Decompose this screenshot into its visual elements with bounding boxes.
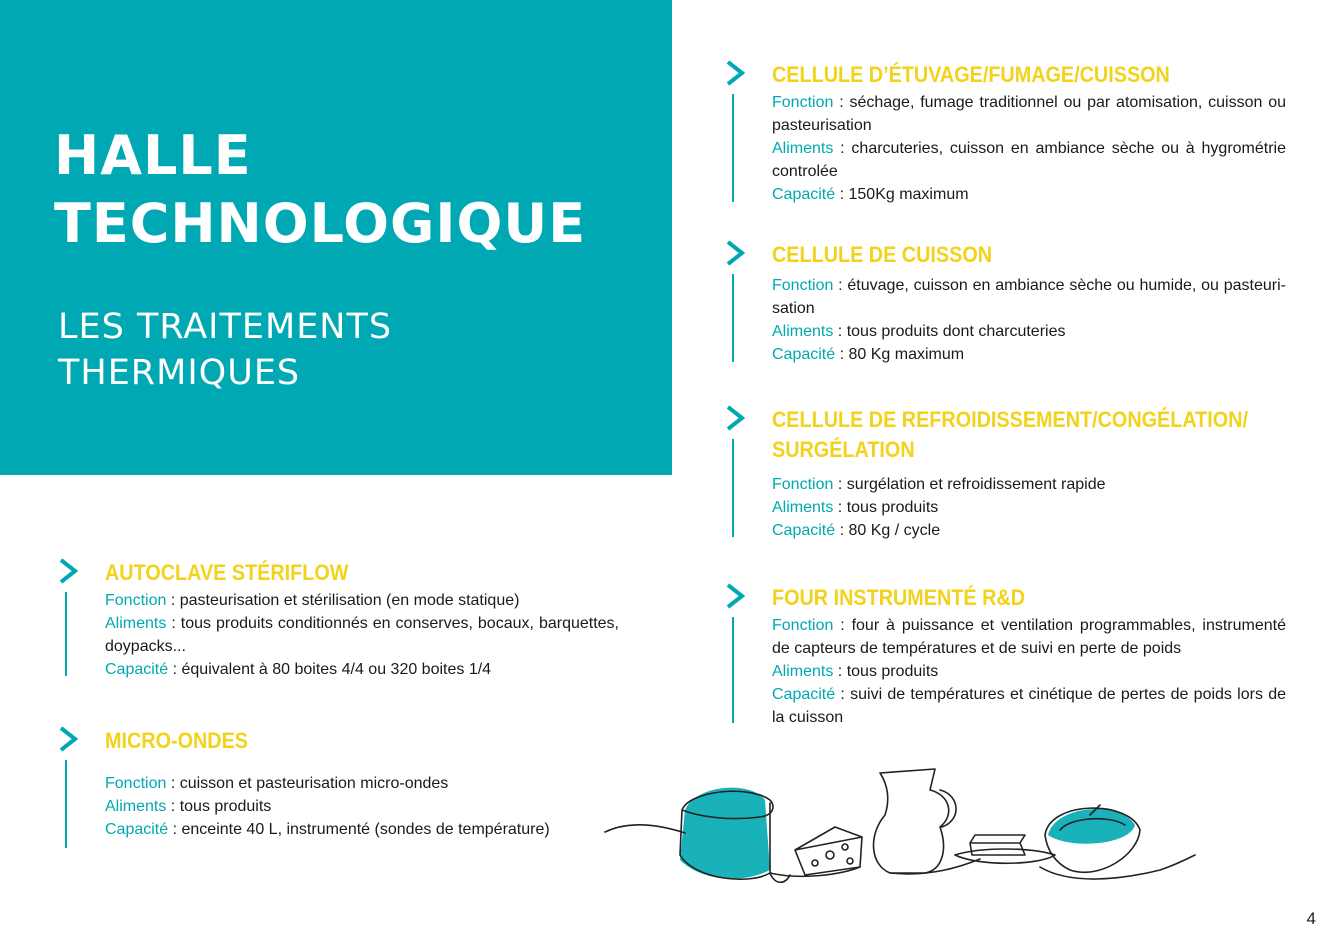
capacite-row bbox=[105, 818, 619, 841]
fonction-value: : pasteurisation et stérilisation (en mode statique) bbox=[166, 592, 520, 609]
fonction-value: : étuvage, cuisson en ambiance sèche ou humide, ou pasteuri-sation bbox=[772, 277, 1286, 317]
page-number: 4 bbox=[1306, 909, 1316, 928]
aliments-value: : tous produits bbox=[833, 499, 939, 516]
fonction-value: : cuisson et pasteurisation micro-ondes bbox=[166, 775, 449, 792]
capacite-row bbox=[105, 658, 619, 681]
heading-line-2: SURGÉLATION bbox=[772, 437, 915, 462]
aliments-label: Aliments bbox=[772, 140, 834, 157]
section-rule bbox=[732, 94, 734, 202]
chevron-right-icon bbox=[724, 238, 750, 268]
capacite-value: : 150Kg maximum bbox=[835, 186, 969, 203]
section-body bbox=[772, 274, 1286, 366]
section-refroidissement bbox=[724, 403, 1286, 545]
section-heading: CELLULE D’ÉTUVAGE/FUMAGE/CUISSON bbox=[772, 62, 1170, 87]
capacite-value: : équivalent à 80 boites 4/4 ou 320 boites 1/4 bbox=[168, 661, 492, 678]
chevron-right-icon bbox=[724, 581, 750, 611]
section-body bbox=[772, 473, 1286, 542]
aliments-value: : tous produits bbox=[833, 663, 939, 680]
fonction-label: Fonction bbox=[105, 775, 167, 792]
section-rule bbox=[732, 439, 734, 537]
section-rule bbox=[65, 760, 67, 848]
hero-banner bbox=[0, 0, 672, 475]
aliments-row bbox=[772, 496, 1286, 519]
aliments-value: : charcuteries, cuisson en ambiance sèche ou à hygrométrie controlée bbox=[772, 140, 1286, 180]
capacite-label: Capacité bbox=[772, 346, 836, 363]
chevron-right-icon bbox=[724, 403, 750, 433]
fonction-label: Fonction bbox=[772, 94, 834, 111]
section-heading: CELLULE DE CUISSON bbox=[772, 242, 993, 267]
fonction-row bbox=[772, 614, 1286, 660]
capacite-label: Capacité bbox=[772, 686, 836, 703]
chevron-right-icon bbox=[724, 58, 750, 88]
section-etuvage bbox=[724, 58, 1286, 208]
section-rule bbox=[732, 617, 734, 723]
section-rule bbox=[732, 274, 734, 362]
aliments-label: Aliments bbox=[772, 663, 834, 680]
butter-dish-icon bbox=[955, 835, 1055, 863]
capacite-value: : 80 Kg / cycle bbox=[835, 522, 941, 539]
fonction-value: : four à puissance et ventilation programmables, instrumenté de capteurs de températures et de suivi en perte de poids bbox=[772, 617, 1286, 657]
aliments-value: : tous produits bbox=[166, 798, 272, 815]
page-subtitle bbox=[58, 304, 392, 396]
section-cuisson bbox=[724, 238, 1286, 368]
subtitle-line-2: THERMIQUES bbox=[58, 353, 301, 393]
section-micro-ondes bbox=[57, 724, 619, 852]
section-four bbox=[724, 581, 1286, 731]
cheese-wheel-fill bbox=[680, 788, 770, 879]
heading-line-1: CELLULE DE REFROIDISSEMENT/CONGÉLATION/ bbox=[772, 407, 1248, 432]
section-heading bbox=[772, 405, 1248, 465]
aliments-value: : tous produits conditionnés en conserves, bocaux, barquettes, doypacks... bbox=[105, 615, 619, 655]
fonction-label: Fonction bbox=[772, 617, 834, 634]
fonction-row bbox=[772, 473, 1286, 496]
fonction-value: : séchage, fumage traditionnel ou par atomisation, cuisson ou pasteurisation bbox=[772, 94, 1286, 134]
fonction-value: : surgélation et refroidissement rapide bbox=[833, 476, 1106, 493]
aliments-label: Aliments bbox=[772, 499, 834, 516]
aliments-row bbox=[772, 137, 1286, 183]
aliments-label: Aliments bbox=[105, 798, 167, 815]
section-body bbox=[105, 772, 619, 841]
fonction-label: Fonction bbox=[772, 476, 834, 493]
section-body bbox=[105, 589, 619, 681]
capacite-label: Capacité bbox=[105, 821, 169, 838]
chevron-right-icon bbox=[57, 556, 83, 586]
capacite-row bbox=[772, 343, 1286, 366]
chevron-right-icon bbox=[57, 724, 83, 754]
food-illustration bbox=[600, 755, 1200, 895]
section-autoclave bbox=[57, 556, 619, 682]
section-heading: FOUR INSTRUMENTÉ R&D bbox=[772, 585, 1025, 610]
fonction-label: Fonction bbox=[772, 277, 834, 294]
capacite-label: Capacité bbox=[772, 186, 836, 203]
fonction-row bbox=[772, 91, 1286, 137]
aliments-value: : tous produits dont charcuteries bbox=[833, 323, 1066, 340]
fonction-row bbox=[105, 772, 619, 795]
capacite-row bbox=[772, 683, 1286, 729]
fonction-row bbox=[105, 589, 619, 612]
aliments-row bbox=[772, 660, 1286, 683]
aliments-row bbox=[772, 320, 1286, 343]
capacite-value: : enceinte 40 L, instrumenté (sondes de température) bbox=[168, 821, 550, 838]
aliments-row bbox=[105, 795, 619, 818]
section-body bbox=[772, 614, 1286, 729]
aliments-label: Aliments bbox=[772, 323, 834, 340]
capacite-label: Capacité bbox=[772, 522, 836, 539]
pitcher-icon bbox=[874, 769, 957, 873]
subtitle-line-1: LES TRAITEMENTS bbox=[58, 307, 393, 347]
fonction-row bbox=[772, 274, 1286, 320]
aliments-row bbox=[105, 612, 619, 658]
section-rule bbox=[65, 592, 67, 676]
title-line-1: HALLE bbox=[54, 124, 252, 187]
aliments-label: Aliments bbox=[105, 615, 167, 632]
capacite-row bbox=[772, 183, 1286, 206]
capacite-value: : suivi de températures et cinétique de pertes de poids lors de la cuisson bbox=[772, 686, 1286, 726]
capacite-row bbox=[772, 519, 1286, 542]
capacite-label: Capacité bbox=[105, 661, 169, 678]
fonction-label: Fonction bbox=[105, 592, 167, 609]
section-heading: MICRO-ONDES bbox=[105, 728, 249, 753]
capacite-value: : 80 Kg maximum bbox=[835, 346, 965, 363]
section-body bbox=[772, 91, 1286, 206]
title-line-2: TECHNOLOGIQUE bbox=[54, 192, 587, 255]
section-heading: AUTOCLAVE STÉRIFLOW bbox=[105, 560, 349, 585]
page-title bbox=[54, 122, 586, 258]
